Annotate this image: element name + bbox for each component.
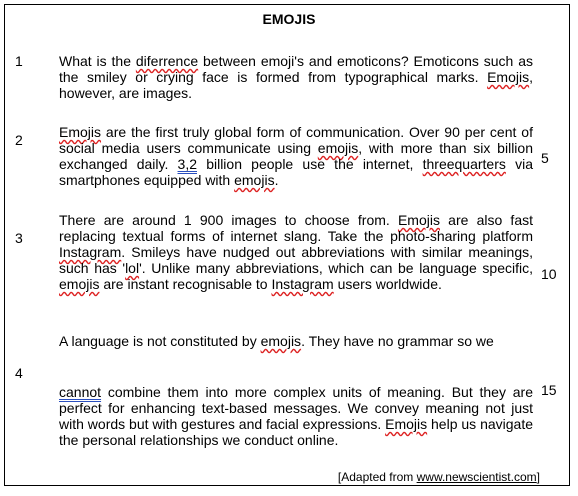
spell-flagged-word: emojis — [59, 276, 100, 292]
source-citation — [338, 470, 540, 484]
text-segment: are the first truly global form of communication. Over 90 per cent of social media users communicate using — [59, 124, 533, 156]
text-segment: , with more than six billion exchanged daily. — [59, 140, 533, 172]
text-segment: There are around 1 900 images to choose from. — [59, 212, 398, 228]
text-segment: between emoji's and emoticons? Emoticons such as the smiley or crying face is formed from typographical marks. — [59, 53, 533, 85]
paragraph-4-continuation — [59, 384, 533, 448]
paragraph-1 — [59, 53, 533, 101]
spell-flagged-word: Emojis — [385, 416, 428, 432]
paragraph-number-2: 2 — [15, 132, 23, 148]
spell-flagged-word: Instagram — [271, 276, 334, 292]
text-segment: via smartphones equipped with — [59, 156, 533, 188]
paragraph-number-4: 4 — [15, 365, 23, 381]
paragraph-number-1: 1 — [15, 53, 23, 69]
text-segment: . Smileys have nudged out abbreviations with similar meanings, such has ' — [59, 244, 533, 276]
text-segment: billion people use the internet, — [197, 156, 423, 172]
text-segment: . — [274, 172, 279, 188]
spell-flagged-word: emojis — [234, 172, 275, 188]
spell-flagged-word: Instagram — [59, 244, 122, 260]
text-segment: . They have no grammar so we — [301, 333, 494, 349]
text-segment: combine them into more complex units of meaning. But they are perfect for enhancing text-based messages. We convey meaning not just with words but with gestures and facial expressions. — [59, 384, 533, 432]
text-segment: are instant recognisable to — [99, 276, 272, 292]
source-prefix: [Adapted from — [337, 470, 417, 484]
grammar-flagged-word: 3,2 — [177, 156, 197, 172]
text-segment: '. Unlike many abbreviations, which can be language specific, — [139, 260, 533, 276]
spell-flagged-word: diferrence — [135, 53, 199, 69]
source-link[interactable]: www.newscientist.com — [416, 470, 537, 484]
grammar-flagged-word: cannot — [59, 384, 102, 400]
text-segment: What is the — [59, 53, 136, 69]
text-segment: A language is not constituted by — [59, 333, 261, 349]
line-number-15: 15 — [541, 382, 557, 398]
spell-flagged-word: lol — [125, 260, 140, 276]
text-segment: help us navigate the personal relationships we conduct online. — [59, 416, 534, 448]
spell-flagged-word: emojis — [260, 333, 302, 349]
spell-flagged-word: Emojis — [59, 124, 102, 140]
text-segment: users worldwide. — [333, 276, 442, 292]
line-number-5: 5 — [541, 150, 549, 166]
paragraph-2 — [59, 124, 533, 188]
text-segment: , however, are images. — [59, 69, 533, 101]
spell-flagged-word: Emojis — [487, 69, 530, 85]
text-segment: are also fast replacing textual forms of internet slang. Take the photo-sharing platform — [59, 212, 533, 244]
paragraph-number-3: 3 — [15, 230, 23, 246]
source-suffix: ] — [536, 470, 540, 484]
paragraph-3 — [59, 212, 533, 292]
paragraph-4-first-line — [59, 333, 533, 349]
spell-flagged-word: emojis — [317, 140, 359, 156]
page-title: EMOJIS — [262, 11, 316, 27]
spell-flagged-word: threequarters — [422, 156, 506, 172]
spell-flagged-word: Emojis — [397, 212, 440, 228]
line-number-10: 10 — [541, 266, 557, 282]
